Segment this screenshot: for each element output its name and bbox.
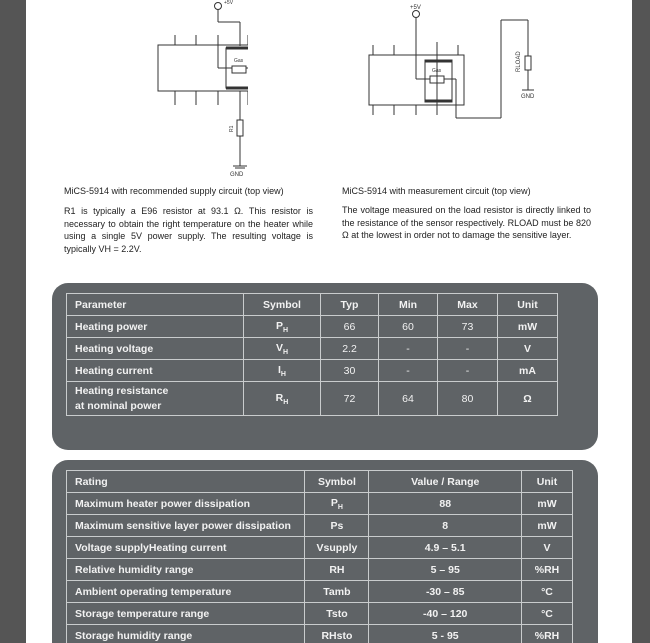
symbol-cell: $R_H$: [244, 382, 321, 416]
parameter-cell: Heating power: [67, 316, 244, 338]
rating-cell: Storage humidity range: [67, 625, 305, 643]
unit-cell: V: [498, 338, 558, 360]
table-row: [67, 338, 558, 360]
parameter-cell: Heating resistance at nominal power: [67, 382, 244, 416]
symbol-cell: $P_H$: [244, 316, 321, 338]
ratings-table: [66, 470, 573, 643]
min-cell: 60: [379, 316, 438, 338]
column-header: Symbol: [305, 471, 369, 493]
rating-cell: Maximum sensitive layer power dissipation: [67, 515, 305, 537]
value-cell: 88: [369, 493, 522, 515]
parameter-cell: Heating current: [67, 360, 244, 382]
value-cell: -40 – 120: [369, 603, 522, 625]
table-row: [67, 515, 573, 537]
sensor-label: Gas: [234, 58, 244, 64]
unit-cell: mW: [498, 316, 558, 338]
heater-parameters-table: [66, 293, 558, 416]
supply-label: +5V: [410, 5, 421, 11]
symbol-cell: Tamb: [305, 581, 369, 603]
table-row: [67, 537, 573, 559]
unit-cell: °C: [522, 603, 573, 625]
right-figure-caption: MiCS-5914 with measurement circuit (top view): [342, 186, 531, 196]
min-cell: -: [379, 360, 438, 382]
unit-cell: mA: [498, 360, 558, 382]
ratings-panel: [52, 460, 598, 643]
unit-cell: mW: [522, 515, 573, 537]
symbol-cell: RHsto: [305, 625, 369, 643]
typ-cell: 2.2: [321, 338, 379, 360]
left-figure-caption: MiCS-5914 with recommended supply circuit (top view): [64, 186, 284, 196]
symbol-cell: Ps: [305, 515, 369, 537]
symbol-cell: $P_H$: [305, 493, 369, 515]
right-figure-description: The voltage measured on the load resistor is directly linked to the resistance of the sensor respectively. RLOAD must be 820 Ω at the lowest in order not to damage the sensitive layer.: [342, 205, 591, 240]
datasheet-page: [26, 0, 632, 643]
unit-cell: Ω: [498, 382, 558, 416]
column-header: Symbol: [244, 294, 321, 316]
column-header: Unit: [522, 471, 573, 493]
symbol-cell: Tsto: [305, 603, 369, 625]
heater-parameters-panel: [52, 283, 598, 450]
supply-circuit-diagram: [138, 0, 248, 178]
symbol-cell: $I_H$: [244, 360, 321, 382]
column-header: Unit: [498, 294, 558, 316]
resistor-label: RLOAD: [516, 51, 522, 72]
rating-cell: Relative humidity range: [67, 559, 305, 581]
table-row: [67, 581, 573, 603]
table-row: [67, 603, 573, 625]
unit-cell: V: [522, 537, 573, 559]
sensor-label: Gas: [432, 68, 442, 74]
left-figure-description: R1 is typically a E96 resistor at 93.1 Ω. This resistor is necessary to obtain the right temperature on the heater while using a single 5V power supply. The resulting voltage is typically VH = 2.2V.: [64, 206, 313, 254]
value-cell: 5 - 95: [369, 625, 522, 643]
rating-cell: Maximum heater power dissipation: [67, 493, 305, 515]
table-header-row: [67, 471, 573, 493]
table-header-row: [67, 294, 558, 316]
max-cell: 73: [438, 316, 498, 338]
symbol-cell: $V_H$: [244, 338, 321, 360]
table-row: [67, 360, 558, 382]
column-header: Max: [438, 294, 498, 316]
supply-label: +5V: [224, 0, 234, 6]
unit-cell: %RH: [522, 559, 573, 581]
resistor-label: R1: [229, 125, 235, 132]
unit-cell: °C: [522, 581, 573, 603]
table-row: [67, 493, 573, 515]
rating-cell: Voltage supplyHeating current: [67, 537, 305, 559]
measurement-circuit-diagram: [364, 0, 544, 125]
parameter-cell: Heating voltage: [67, 338, 244, 360]
typ-cell: 72: [321, 382, 379, 416]
column-header: Parameter: [67, 294, 244, 316]
column-header: Value / Range: [369, 471, 522, 493]
typ-cell: 30: [321, 360, 379, 382]
rating-cell: Ambient operating temperature: [67, 581, 305, 603]
min-cell: -: [379, 338, 438, 360]
table-row: [67, 625, 573, 643]
symbol-cell: RH: [305, 559, 369, 581]
value-cell: -30 – 85: [369, 581, 522, 603]
column-header: Typ: [321, 294, 379, 316]
ground-label: GND: [521, 94, 535, 100]
max-cell: -: [438, 360, 498, 382]
max-cell: 80: [438, 382, 498, 416]
value-cell: 4.9 – 5.1: [369, 537, 522, 559]
table-row: [67, 316, 558, 338]
symbol-cell: Vsupply: [305, 537, 369, 559]
table-row: [67, 559, 573, 581]
typ-cell: 66: [321, 316, 379, 338]
min-cell: 64: [379, 382, 438, 416]
rating-cell: Storage temperature range: [67, 603, 305, 625]
column-header: Min: [379, 294, 438, 316]
ground-label: GND: [230, 172, 244, 178]
table-row: [67, 382, 558, 416]
value-cell: 5 – 95: [369, 559, 522, 581]
max-cell: -: [438, 338, 498, 360]
unit-cell: mW: [522, 493, 573, 515]
unit-cell: %RH: [522, 625, 573, 643]
value-cell: 8: [369, 515, 522, 537]
column-header: Rating: [67, 471, 305, 493]
